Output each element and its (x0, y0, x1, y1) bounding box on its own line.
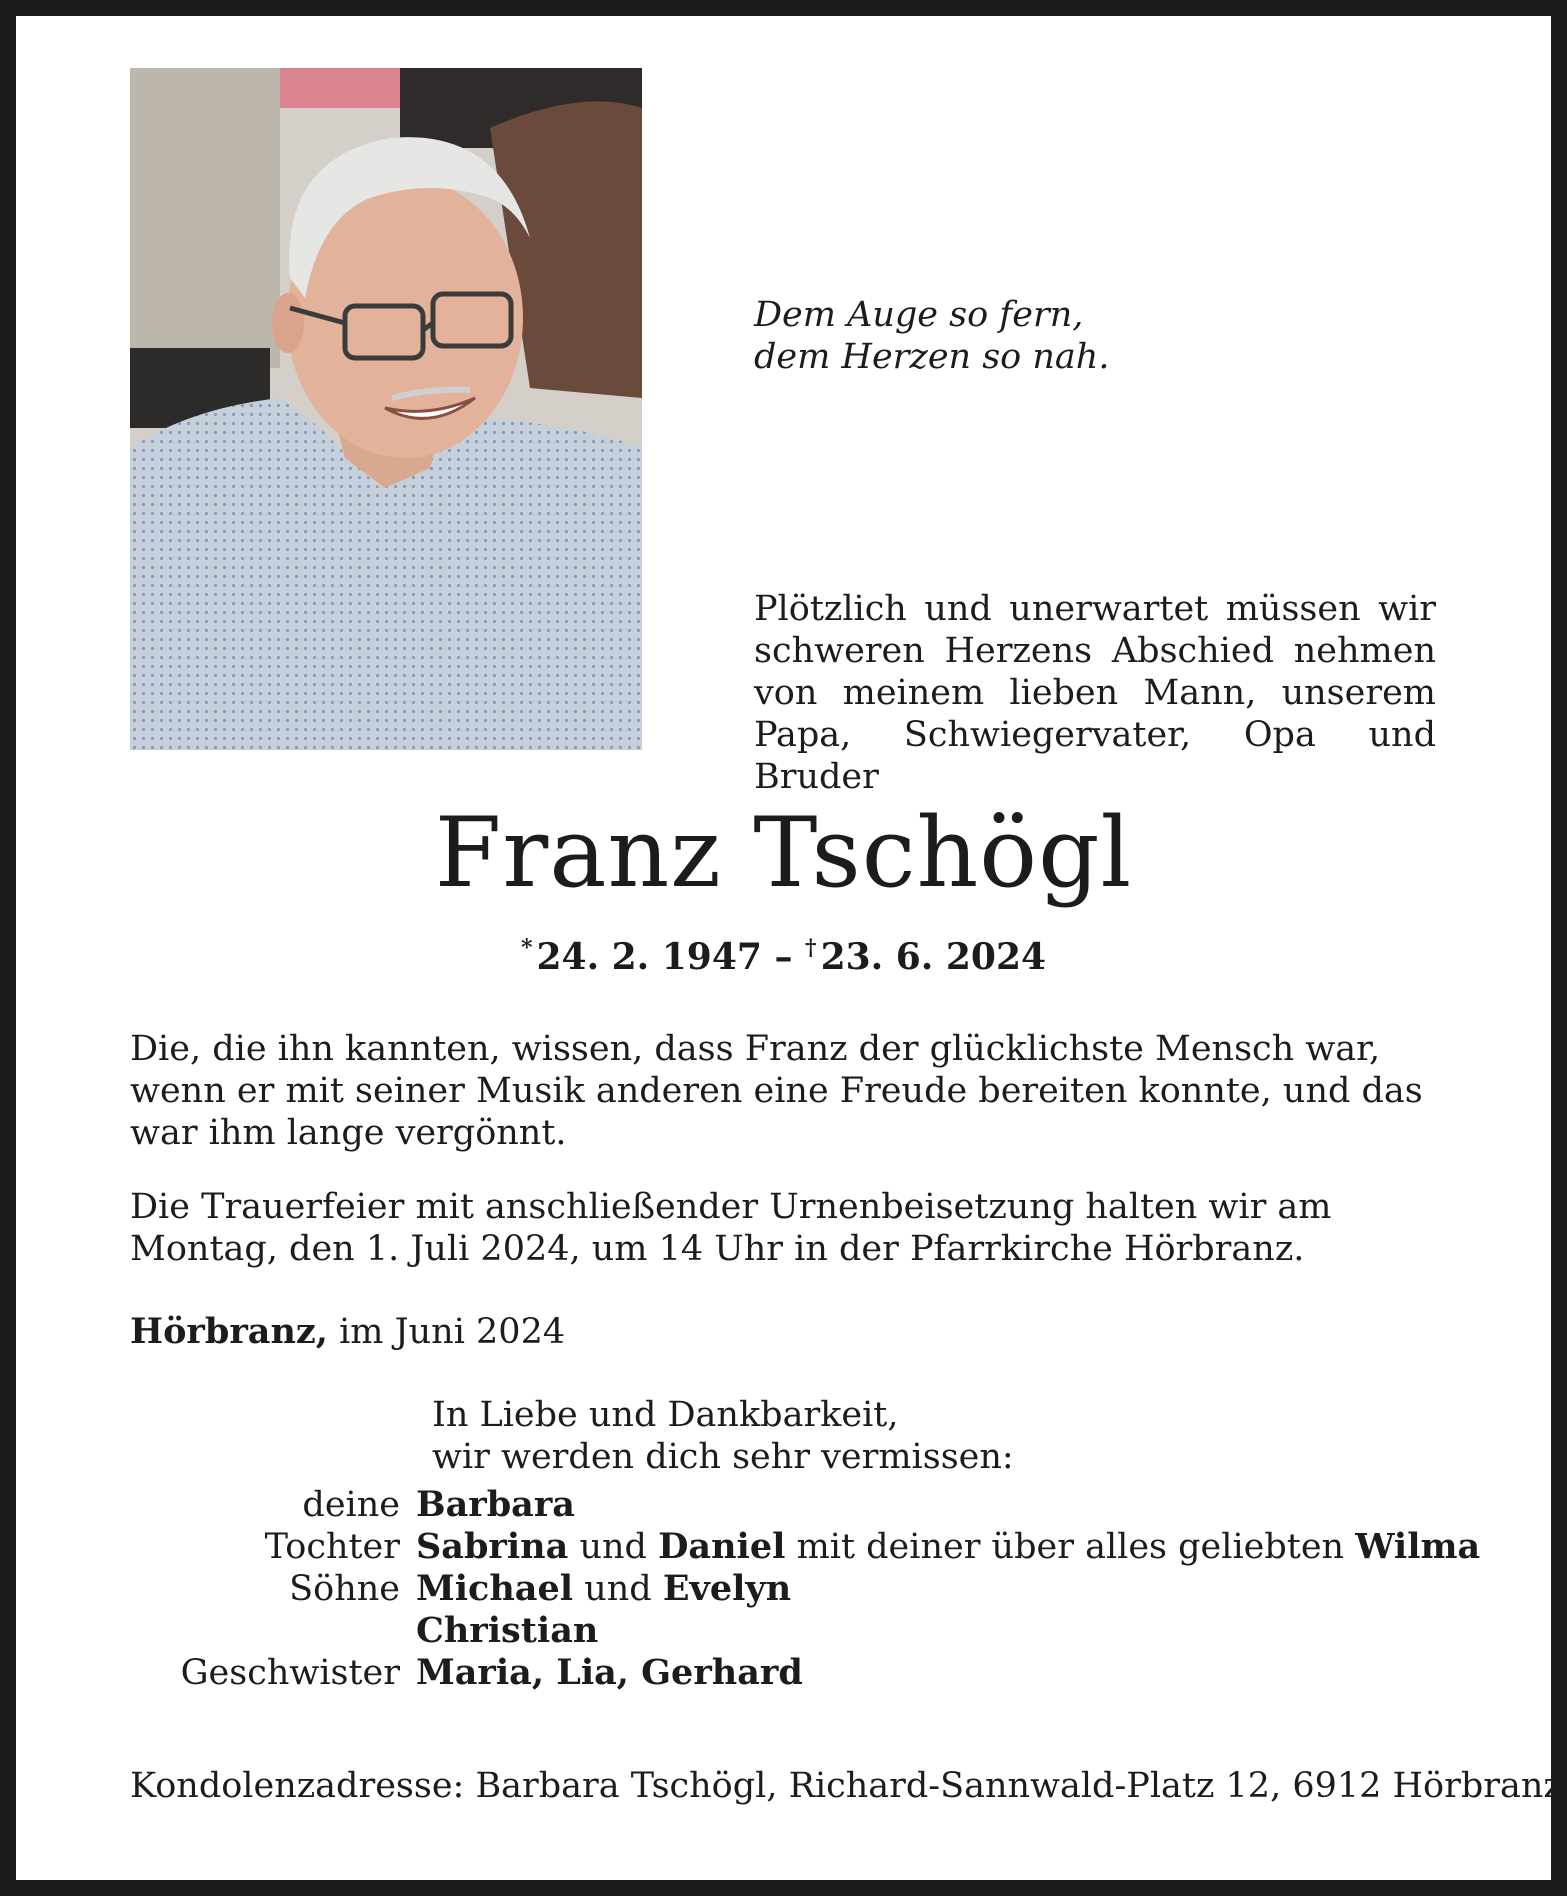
closing-line: wir werden dich sehr vermissen: (432, 1437, 1014, 1477)
death-symbol: † (805, 935, 817, 961)
closing-line: In Liebe und Dankbarkeit, (432, 1395, 899, 1435)
quote-line: Dem Auge so fern, (754, 295, 1084, 335)
intro-text (754, 588, 1436, 798)
family-member: Christian (416, 1610, 599, 1651)
birth-date: 24. 2. 1947 (536, 936, 762, 978)
birth-symbol: * (520, 935, 533, 961)
life-dates (16, 926, 1551, 979)
family-member: Barbara (416, 1484, 575, 1525)
place-date: im Juni 2024 (339, 1312, 566, 1352)
portrait-photo (130, 68, 642, 750)
portrait-image (130, 68, 642, 750)
family-member: Daniel (658, 1526, 786, 1567)
family-row (16, 1652, 1551, 1694)
family-role: Söhne (289, 1569, 400, 1609)
condolence-address: Kondolenzadresse: Barbara Tschögl, Richard-Sannwald-Platz 12, 6912 Hörbranz (130, 1766, 1562, 1806)
obituary-card (16, 16, 1562, 1880)
deceased-name: Franz Tschögl (434, 797, 1133, 909)
intro-line: schweren Herzens Abschied nehmen (754, 631, 1436, 671)
tribute-paragraph: Die, die ihn kannten, wissen, dass Franz der glücklichste Mensch war, wenn er mit seiner Musik anderen eine Freude bereiten konnte, und das war ihm lange vergönnt. (130, 1029, 1423, 1153)
intro-line: Plötzlich und unerwartet müssen wir (754, 589, 1436, 629)
closing-text (432, 1394, 1014, 1478)
family-role: deine (302, 1485, 400, 1525)
family-member: Maria, Lia, Gerhard (416, 1652, 803, 1693)
family-role: Tochter (264, 1527, 400, 1567)
funeral-info-paragraph: Die Trauerfeier mit anschließender Urnenbeisetzung halten wir am Montag, den 1. Juli 2024, um 14 Uhr in der Pfarrkirche Hörbranz. (130, 1187, 1332, 1269)
family-member: Wilma (1355, 1526, 1481, 1567)
connector-text: mit deiner über alles geliebten (796, 1527, 1345, 1567)
family-names (416, 1568, 791, 1610)
family-row (16, 1610, 1551, 1652)
family-row (16, 1484, 1551, 1526)
family-member: Sabrina (416, 1526, 569, 1567)
intro-line: Papa, Schwiegervater, Opa und Bruder (754, 715, 1436, 797)
family-member: Evelyn (662, 1568, 792, 1609)
family-names (416, 1652, 803, 1694)
family-role (16, 1610, 416, 1652)
family-row (16, 1526, 1551, 1568)
family-member: Michael (416, 1568, 574, 1609)
intro-line: von meinem lieben Mann, unserem (754, 673, 1436, 713)
connector-text: und (579, 1527, 647, 1567)
connector-text: und (584, 1569, 652, 1609)
family-row (16, 1568, 1551, 1610)
quote-line: dem Herzen so nah. (754, 337, 1110, 377)
family-names (416, 1484, 575, 1526)
death-date: 23. 6. 2024 (820, 936, 1047, 978)
date-dash: – (774, 936, 793, 978)
memorial-quote (754, 294, 1109, 378)
family-names (416, 1526, 1480, 1568)
family-list (16, 1484, 1551, 1694)
family-role: Geschwister (180, 1653, 400, 1693)
place-date-line (130, 1311, 565, 1353)
family-names (416, 1610, 598, 1652)
place-town: Hörbranz, (130, 1311, 328, 1352)
